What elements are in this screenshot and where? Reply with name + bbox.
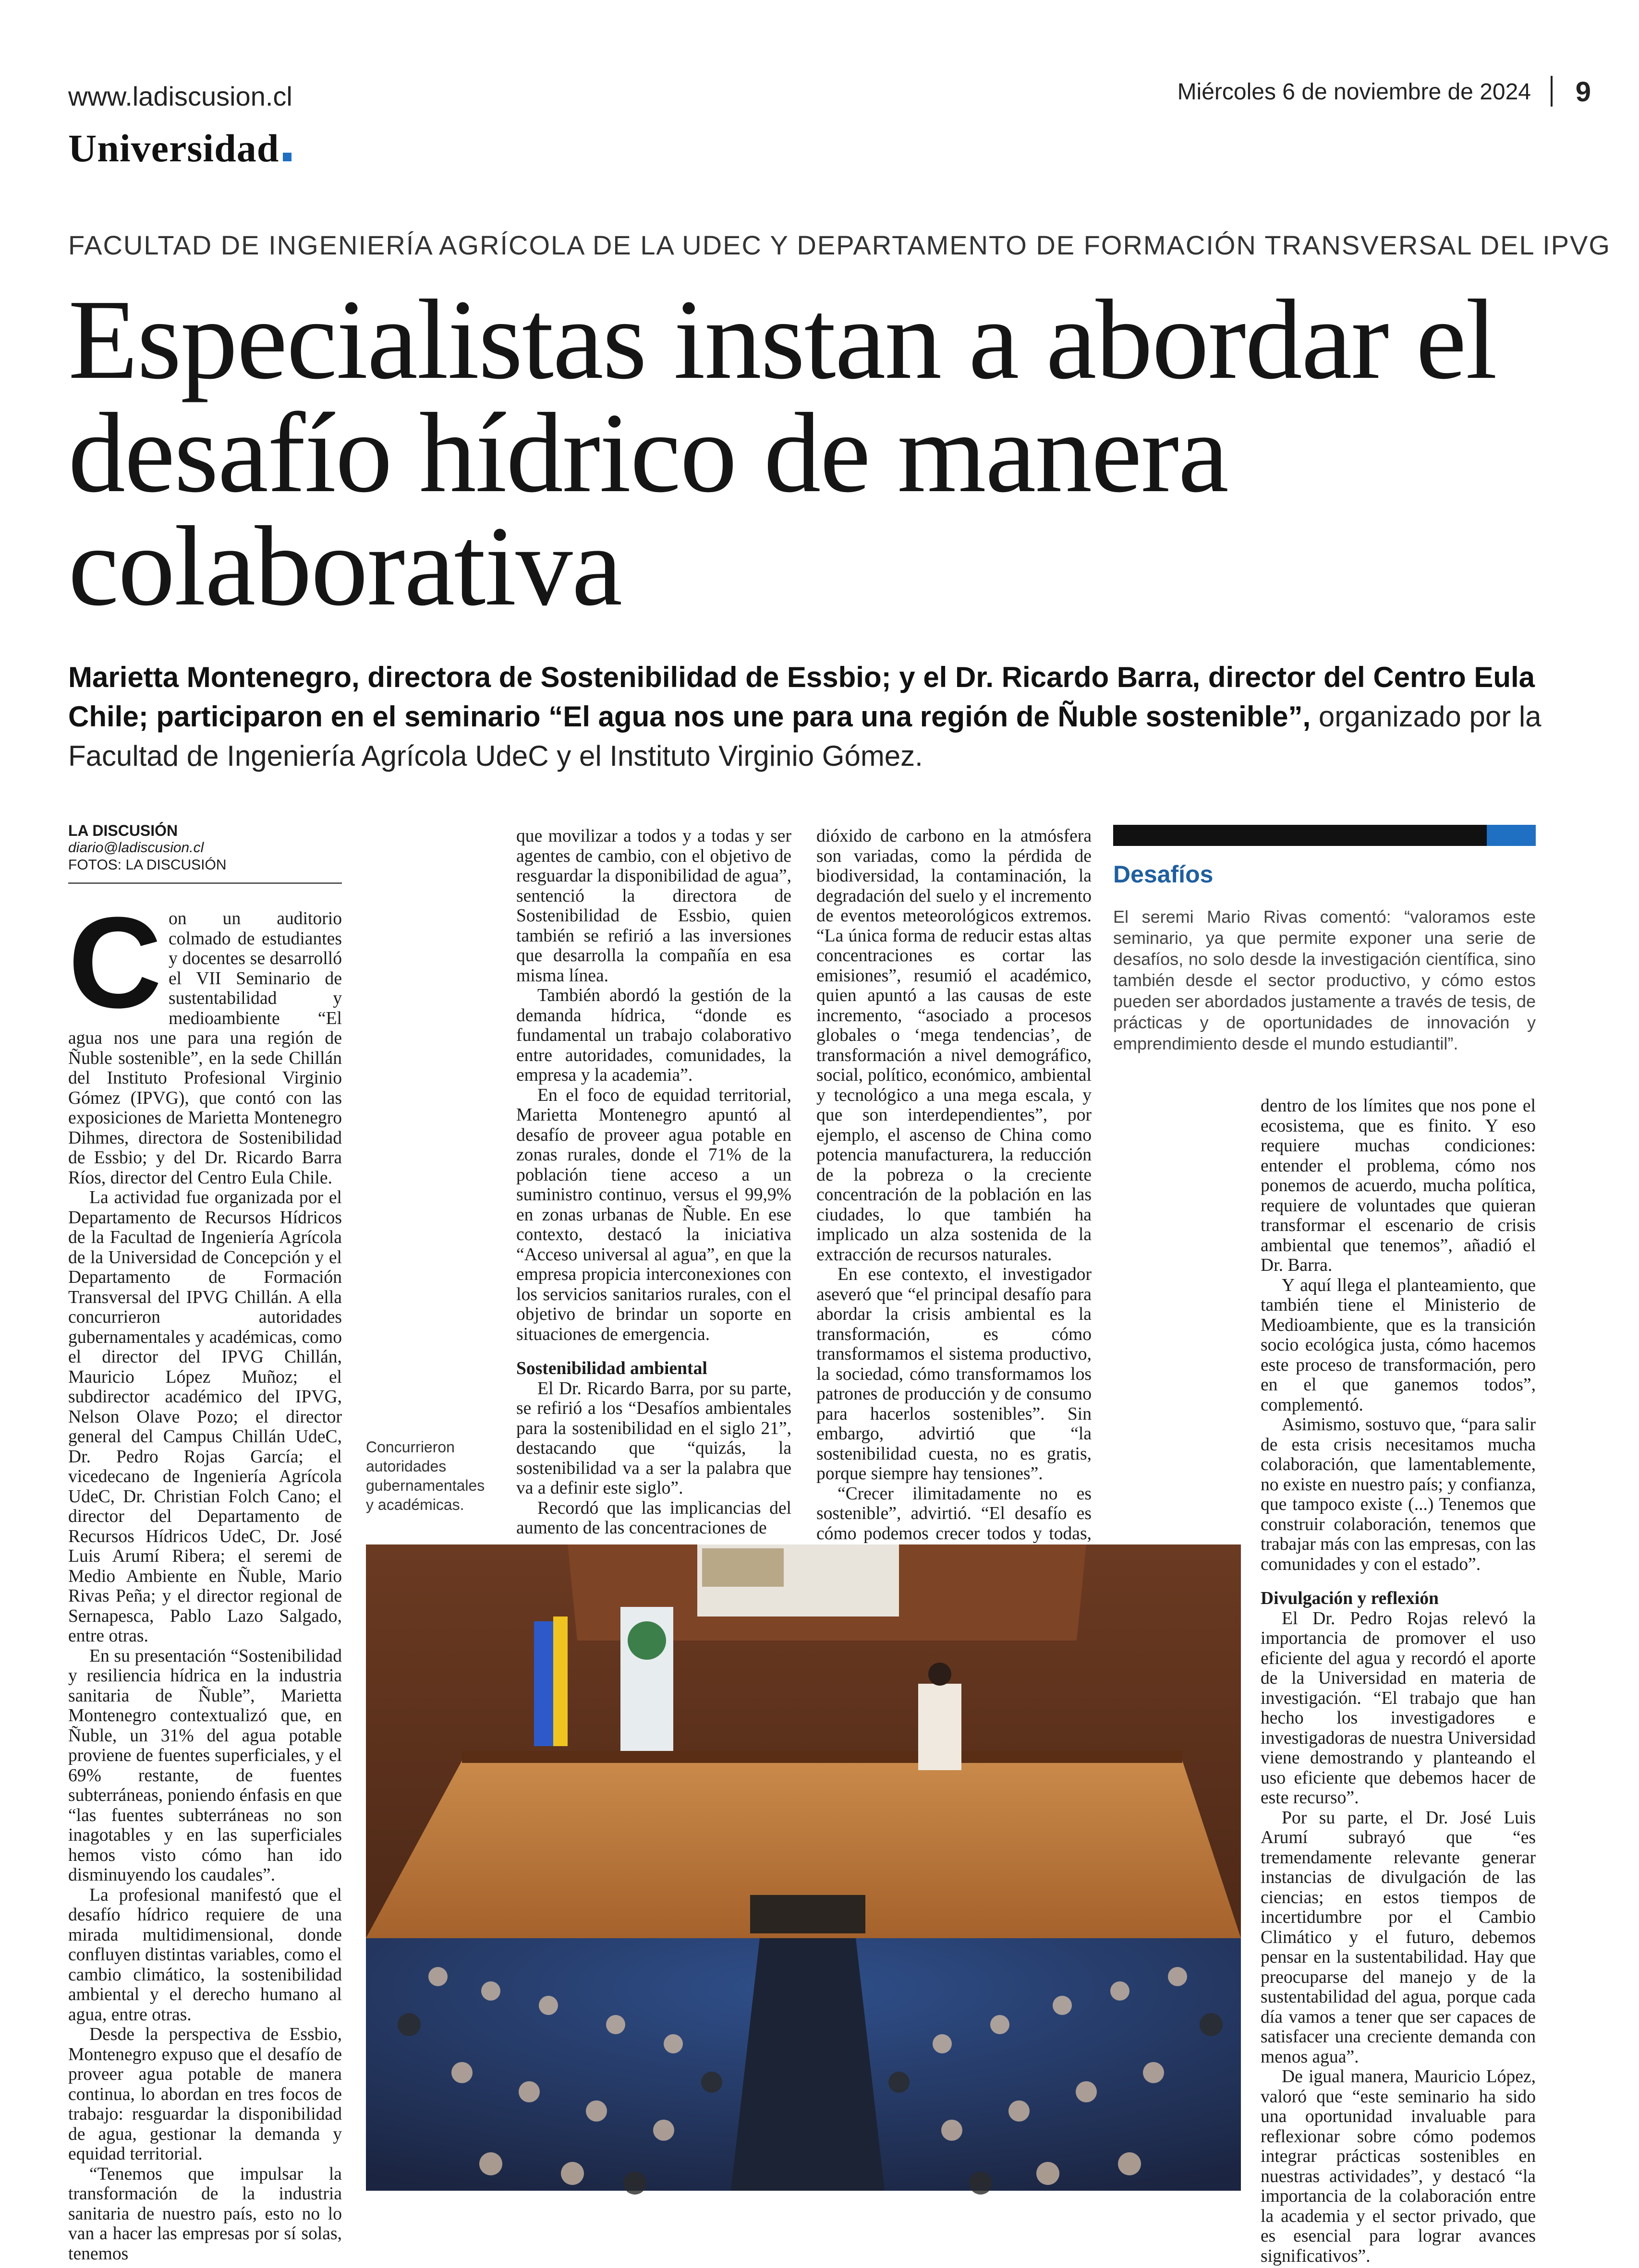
- article-column-2: [516, 826, 791, 1538]
- paragraph: dentro de los límites que nos pone el ecosistema, que es finito. Y eso requiere muchas condiciones: entender el problema, cómo nos ponemos de acuerdo, mucha política, requiere de voluntades que quieran transformar el escenario de crisis ambiental que tenemos”, añadió el Dr. Barra.: [1261, 1096, 1536, 1275]
- paragraph: La profesional manifestó que el desafío hídrico requiere de una mirada multidimensional, donde confluyen distintas variables, como el cambio climático, la sostenibilidad ambiental y el derecho humano al agua, entre otras.: [68, 1885, 342, 2025]
- sidebar-bar: [1113, 825, 1487, 846]
- paragraph: Recordó que las implicancias del aumento de las concentraciones de: [516, 1498, 791, 1538]
- paragraph: En el foco de equidad territorial, Marietta Montenegro apuntó al desafío de proveer agua potable en zonas rurales, donde el 71% de la población tiene acceso a un suministro continuo, versus el 99,9% en zonas urbanas de Ñuble. En ese contexto, destacó la iniciativa “Acceso universal al agua”, en que la empresa propicia interconexiones con los servicios sanitarios rurales, con el objetivo de brindar un soporte en situaciones de emergencia.: [516, 1085, 791, 1344]
- paragraph: El Dr. Pedro Rojas relevó la importancia de promover el uso eficiente del agua y recordó el aporte de la Universidad en materia de investigación. “El trabajo que han hecho los investigadores e investigadoras de nuestra Universidad viene demostrando y planteando el uso eficiente que debemos hacer de este recurso”.: [1261, 1608, 1536, 1808]
- paragraph: “Crecer ilimitadamente no es sostenible”, advirtió. “El desafío es cómo podemos crecer todos y todas,: [816, 1484, 1092, 1544]
- section-label: Universidad: [68, 126, 279, 170]
- byline-outlet: LA DISCUSIÓN: [68, 822, 178, 839]
- paragraph: También abordó la gestión de la demanda hídrica, “donde es fundamental un trabajo colaborativo entre autoridades, comunidades, la empresa y la academia”.: [516, 986, 791, 1085]
- section-accent-dot: [283, 153, 291, 161]
- deck-regular-text: organizado por la Facultad de Ingeniería Agrícola UdeC y el Instituto Virginio Gómez.: [68, 700, 1542, 772]
- sidebar-title: Desafíos: [1113, 861, 1214, 888]
- subheading: Divulgación y reflexión: [1261, 1589, 1439, 1608]
- photo-caption: Concurrieron autoridades gubernamentales y académicas.: [366, 1438, 485, 1513]
- paragraph: El Dr. Ricardo Barra, por su parte, se refirió a los “Desafíos ambientales para la sostenibilidad en el siglo 21”, destacando que “quizás, la sostenibilidad va a ser la palabra que va a definir este siglo”.: [516, 1378, 791, 1498]
- byline: [68, 822, 342, 874]
- paragraph: De igual manera, Mauricio López, valoró que “este seminario ha sido una oportunidad invaluable para reflexionar sobre cómo podemos integrar prácticas sostenibles en nuestras actividades”, y destacó “la importancia de la colaboración entre la academia y el sector privado, que es esencial para lograr avances significativos”.: [1261, 2067, 1536, 2266]
- byline-rule: [68, 882, 342, 884]
- article-column-4: [1261, 1096, 1536, 2266]
- byline-email[interactable]: diario@ladiscusion.cl: [68, 840, 204, 856]
- paragraph: En su presentación “Sostenibilidad y resiliencia hídrica en la industria sanitaria de Ñuble”, Marietta Montenegro contextualizó que, en Ñuble, un 31% del agua potable proviene de fuentes superficiales, y el 69% restante, de fuentes subterráneas, poniendo énfasis en que “las fuentes subterráneas no son inagotables y en las superficiales hemos visto cómo han ido disminuyendo los caudales”.: [68, 1646, 342, 1885]
- header-divider: [1551, 76, 1553, 107]
- paragraph: Asimismo, sostuvo que, “para salir de esta crisis necesitamos mucha colaboración, que lamentablemente, no existe en nuestro país; y confianza, que tampoco existe (...) Tenemos que construir colaboración, tenemos que trabajar más con las empresas, con las comunidades y con el estado”.: [1261, 1415, 1536, 1574]
- paragraph: Y aquí llega el planteamiento, que también tiene el Ministerio de Medioambiente, que es la transición socio ecológica justa, cómo hacemos este proceso de transformación, pero en el que ganemos todos”, complementó.: [1261, 1275, 1536, 1415]
- deck-bold-text: Marietta Montenegro, directora de Sostenibilidad de Essbio; y el Dr. Ricardo Barra, director del Centro Eula Chile; participaron en el seminario “El agua nos une para una región de Ñuble sostenible”,: [68, 661, 1535, 733]
- paragraph-text: on un auditorio colmado de estudiantes y docentes se desarrolló el VII Seminario de sustentabilidad y medioambiente “El agua nos une para una región de Ñuble sostenible”, en la sede Chillán del Instituto Profesional Virginio Gómez (IPVG), que contó con las exposiciones de Marietta Montenegro Dihmes, directora de Sostenibilidad de Essbio; y del Dr. Ricardo Barra Ríos, director del Centro Eula Chile.: [68, 909, 342, 1188]
- article-column-3: [816, 826, 1092, 1544]
- paragraph: En ese contexto, el investigador aseveró que “el principal desafío para abordar la crisis ambiental es la transformación, es cómo transformamos el sistema productivo, la sociedad, cómo transformamos los patrones de producción y de consumo para hacerlos sostenibles”. Sin embargo, advirtió que “la sostenibilidad cuesta, no es gratis, porque siempre hay tensiones”.: [816, 1265, 1092, 1484]
- paragraph: Desde la perspectiva de Essbio, Montenegro expuso que el desafío de proveer agua potable de manera continua, lo abordan en tres focos de trabajo: resguardar la disponibilidad de agua, gestionar la demanda y equidad territorial.: [68, 2025, 342, 2164]
- article-deck: [68, 658, 1557, 776]
- paragraph: dióxido de carbono en la atmósfera son variadas, como la pérdida de biodiversidad, la contaminación, la degradación del suelo y el incremento de eventos meteorológicos extremos. “La única forma de reducir estas altas concentraciones es cortar las emisiones”, resumió el académico, quien apuntó a las causas de este incremento, “asociado a procesos globales o ‘mega tendencias’, de transformación a nivel demográfico, social, político, económico, ambiental y tecnológico a una mega escala, y que son interdependientes”, por ejemplo, el ascenso de China como potencia manufacturera, la reducción de la pobreza o la creciente concentración de la población en las ciudades, lo que también ha implicado un alza sostenida de la extracción de recursos naturales.: [816, 826, 1092, 1265]
- paragraph: que movilizar a todos y a todas y ser agentes de cambio, con el objetivo de resguardar la disponibilidad de agua”, sentenció la directora de Sostenibilidad de Essbio, quien también se refirió a las inversiones que desarrolla la compañía en esa misma línea.: [516, 826, 791, 986]
- subheading: Sostenibilidad ambiental: [516, 1359, 707, 1378]
- drop-cap: C: [68, 891, 162, 1035]
- article-headline: Especialistas instan a abordar el desafío hídrico de manera colaborativa: [68, 277, 1496, 629]
- paragraph: [68, 891, 342, 1188]
- page-number: 9: [1575, 76, 1591, 108]
- sidebar-body: El seremi Mario Rivas comentó: “valoramos este seminario, ya que permite exponer una serie de desafíos, no solo desde la investigación científica, sino también desde el sector productivo, y cómo estos pueden ser abordados justamente a través de tesis, de prácticas y de oportunidades de innovación y emprendimiento desde el mundo estudiantil”.: [1113, 907, 1536, 1053]
- site-url[interactable]: www.ladiscusion.cl: [68, 81, 292, 111]
- paragraph: La actividad fue organizada por el Departamento de Recursos Hídricos de la Facultad de Ingeniería Agrícola de la Universidad de Concepción y el Departamento de Formación Transversal del IPVG Chillán. A ella concurrieron autoridades gubernamentales y académicas, como el director del IPVG Chillán, Mauricio López Muñoz; el subdirector académico del IPVG, Nelson Olave Pozo; el director general del Campus Chillán UdeC, Dr. Pedro Rojas García; el vicedecano de Ingeniería Agrícola UdeC, Dr. Christian Folch Cano; el director del Departamento de Recursos Hídricos UdeC, Dr. José Luis Arumí Ribera; el seremi de Medio Ambiente en Ñuble, Mario Rivas Peña; y el director regional de Sernapesca, Pablo Lazo Salgado, entre otras.: [68, 1188, 342, 1646]
- paragraph: Por su parte, el Dr. José Luis Arumí subrayó que “es tremendamente relevante generar instancias de divulgación de las ciencias; en estos tiempos de incertidumbre por el Cambio Climático y el futuro, debemos pensar en la sustentabilidad. Hay que preocuparse del manejo y de la sustentabilidad del agua, porque cada día vamos a tener que ser capaces de satisfacer una creciente demanda con menos agua”.: [1261, 1808, 1536, 2067]
- section-name: [68, 126, 291, 171]
- paragraph: “Tenemos que impulsar la transformación de la industria sanitaria de nuestro país, esto no lo van a hacer las empresas por sí solas, tenemos: [68, 2164, 342, 2264]
- auditorium-photo: [366, 1544, 1241, 2191]
- sidebar-bar-accent: [1487, 825, 1536, 846]
- article-kicker: FACULTAD DE INGENIERÍA AGRÍCOLA DE LA UDEC Y DEPARTAMENTO DE FORMACIÓN TRANSVERSAL DEL IPVG: [68, 230, 1611, 260]
- byline-photos: FOTOS: LA DISCUSIÓN: [68, 857, 227, 873]
- issue-date: Miércoles 6 de noviembre de 2024: [1177, 79, 1531, 105]
- article-column-1: [68, 891, 342, 2264]
